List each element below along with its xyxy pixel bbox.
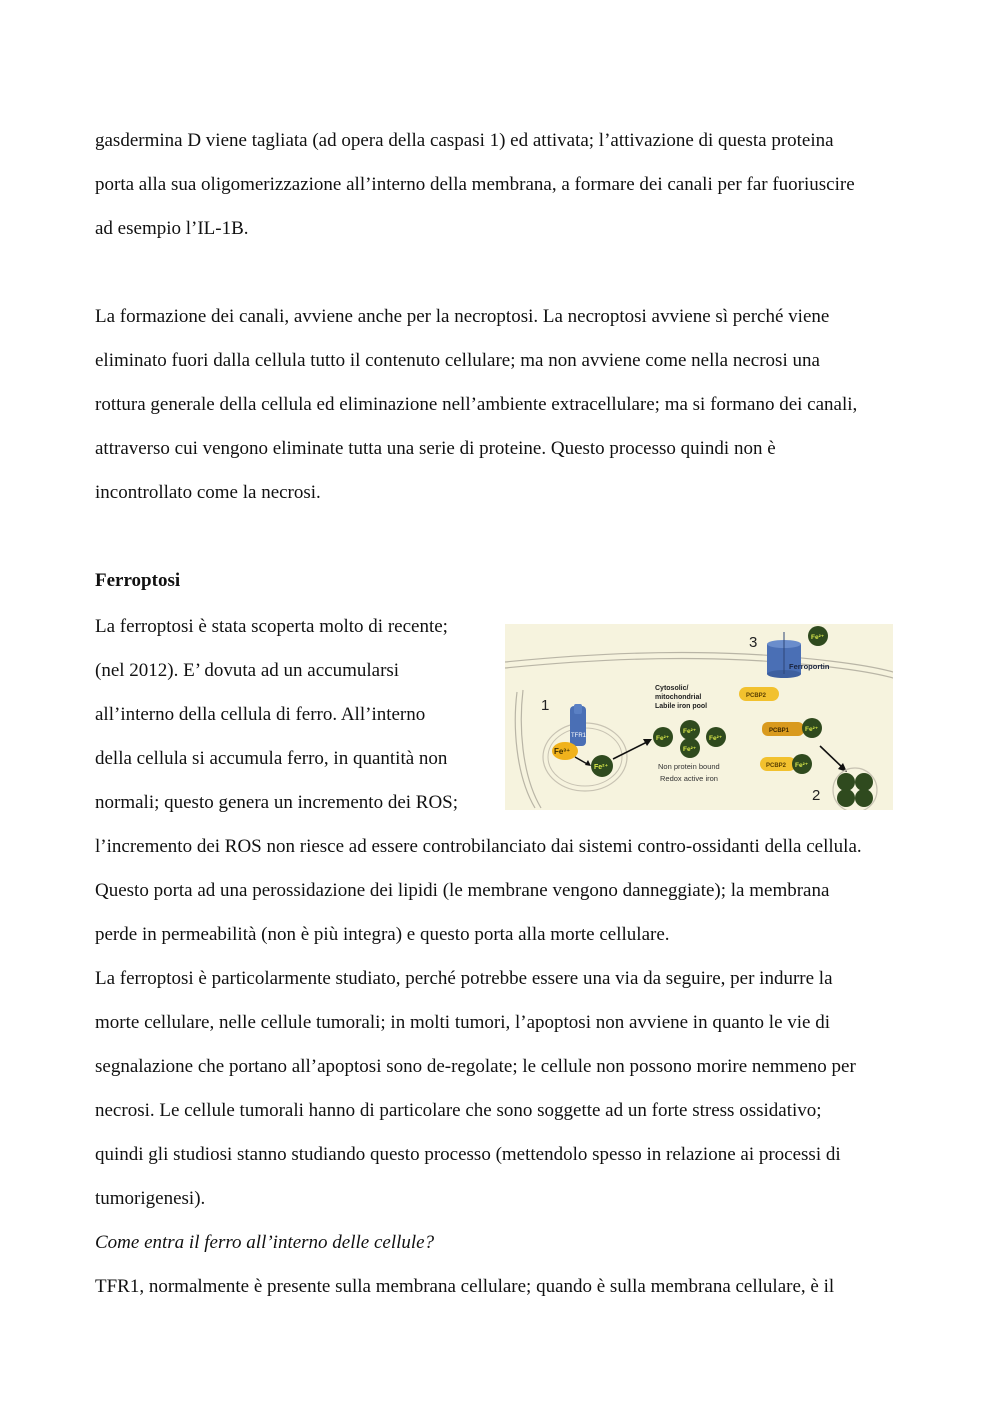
pool-label-line3: Labile iron pool xyxy=(655,703,708,710)
pcbp2-label: PCBP2 xyxy=(746,693,767,699)
text-line: normali; questo genera un incremento dei ROS; xyxy=(95,792,459,813)
text-line: porta alla sua oligomerizzazione all’interno della membrana, a formare dei canali per far fuoriuscire xyxy=(95,174,855,195)
fe3-label: Fe³⁺ xyxy=(554,747,571,756)
pool-label-line1: Cytosolic/ xyxy=(655,685,689,692)
text-line: incontrollato come la necrosi. xyxy=(95,482,321,503)
label-number-3: 3 xyxy=(749,634,758,651)
text-line: La ferroptosi è stata scoperta molto di recente; xyxy=(95,616,448,637)
text-line: perde in permeabilità (non è più integra) e questo porta alla morte cellulare. xyxy=(95,924,670,945)
label-number-2: 2 xyxy=(812,787,821,804)
ferroportin-label: Ferroportin xyxy=(789,662,830,671)
outer-membrane xyxy=(505,652,893,672)
ferroptosis-diagram xyxy=(505,624,893,810)
text-line: ad esempio l’IL-1B. xyxy=(95,218,249,239)
fe2-label: Fe²⁺ xyxy=(805,726,819,733)
fe2-label: Fe²⁺ xyxy=(656,735,670,742)
fe2-label: Fe²⁺ xyxy=(683,746,697,753)
tfr1-label: TFR1 xyxy=(571,733,586,739)
ferritin-subunit xyxy=(855,773,873,791)
text-line: della cellula si accumula ferro, in quantità non xyxy=(95,748,448,769)
left-membrane-inner xyxy=(521,690,541,808)
text-line: rottura generale della cellula ed eliminazione nell’ambiente extracellulare; ma si formano dei canali, xyxy=(95,394,858,415)
fe2-label: Fe²⁺ xyxy=(683,728,697,735)
text-line: morte cellulare, nelle cellule tumorali; in molti tumori, l’apoptosi non avviene in quanto le vie di xyxy=(95,1012,830,1033)
text-line: eliminato fuori dalla cellula tutto il contenuto cellulare; ma non avviene come nella necrosi una xyxy=(95,350,820,371)
fe2-label: Fe²⁺ xyxy=(709,735,723,742)
text-line: l’incremento dei ROS non riesce ad essere controbilanciato dai sistemi contro-ossidanti della cellula. xyxy=(95,836,862,857)
ferritin-subunit xyxy=(855,789,873,807)
text-line: segnalazione che portano all’apoptosi sono de-regolate; le cellule non possono morire nemmeno per xyxy=(95,1056,856,1077)
fe2-label: Fe²⁺ xyxy=(594,764,609,771)
pcbp2-label: PCBP2 xyxy=(766,763,787,769)
ferroptosis-diagram-svg xyxy=(505,624,893,810)
text-line: attraverso cui vengono eliminate tutta una serie di proteine. Questo processo quindi non è xyxy=(95,438,776,459)
non-protein-label: Non protein bound xyxy=(658,762,720,771)
label-number-1: 1 xyxy=(541,697,550,714)
text-line: La formazione dei canali, avviene anche per la necroptosi. La necroptosi avviene sì perché viene xyxy=(95,306,830,327)
storage-arrow xyxy=(820,746,843,768)
ferritin-subunit xyxy=(837,789,855,807)
pool-label-line2: mitochondrial xyxy=(655,694,702,701)
fe2-label: Fe²⁺ xyxy=(795,762,809,769)
text-line: quindi gli studiosi stanno studiando questo processo (mettendolo spesso in relazione ai processi di xyxy=(95,1144,841,1165)
ferritin-subunit xyxy=(837,773,855,791)
question-line: Come entra il ferro all’interno delle cellule? xyxy=(95,1232,435,1253)
tfr1-receptor-top xyxy=(574,704,582,714)
pcbp1-label: PCBP1 xyxy=(769,728,790,734)
text-line: (nel 2012). E’ dovuta ad un accumularsi xyxy=(95,660,400,681)
text-line: Questo porta ad una perossidazione dei lipidi (le membrane vengono danneggiate); la membrana xyxy=(95,880,830,901)
text-line: necrosi. Le cellule tumorali hanno di particolare che sono soggette ad un forte stress ossidativo; xyxy=(95,1100,822,1121)
text-line: all’interno della cellula di ferro. All’interno xyxy=(95,704,426,725)
section-heading: Ferroptosi xyxy=(95,570,181,591)
left-membrane xyxy=(515,692,535,808)
text-line: La ferroptosi è particolarmente studiato, perché potrebbe essere una via da seguire, per indurre la xyxy=(95,968,833,989)
text-line: gasdermina D viene tagliata (ad opera della caspasi 1) ed attivata; l’attivazione di questa proteina xyxy=(95,130,834,151)
fe2-label: Fe²⁺ xyxy=(811,634,825,641)
redox-label: Redox active iron xyxy=(660,774,718,783)
text-line: tumorigenesi). xyxy=(95,1188,206,1209)
text-line: TFR1, normalmente è presente sulla membrana cellulare; quando è sulla membrana cellulare, è il xyxy=(95,1276,835,1297)
